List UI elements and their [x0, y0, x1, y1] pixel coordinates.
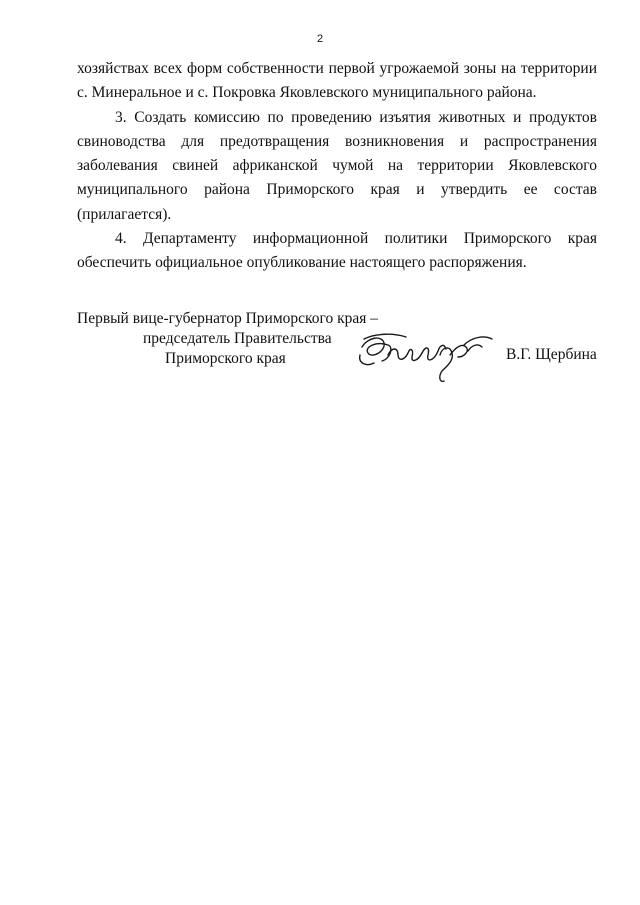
- paragraph-item-4: 4. Департаменту информационной политики Приморского края обеспечить официальное опубликование настоящего распоряжения.: [77, 230, 597, 272]
- paragraph-item-3: 3. Создать комиссию по проведению изъятия животных и продуктов свиноводства для предотвращения возникновения и распространения заболевания свиней африканской чумой на территории Яковлевского муниципального района Приморского края и утвердить ее состав (прилагается).: [77, 108, 597, 223]
- signer-name: В.Г. Щербина: [506, 346, 597, 363]
- signatory-title-line-1: Первый вице-губернатор Приморского края –: [77, 310, 379, 327]
- paragraph-continuation: хозяйствах всех форм собственности первой угрожаемой зоны на территории с. Минеральное и с. Покровка Яковлевского муниципального района.: [77, 60, 597, 102]
- signatory-title-line-2: председатель Правительства: [143, 330, 332, 347]
- handwritten-signature: [354, 325, 504, 385]
- page-number: 2: [316, 33, 324, 45]
- signatory-title-line-3: Приморского края: [165, 350, 286, 367]
- signatory-title: [77, 309, 377, 369]
- document-body: [77, 57, 597, 276]
